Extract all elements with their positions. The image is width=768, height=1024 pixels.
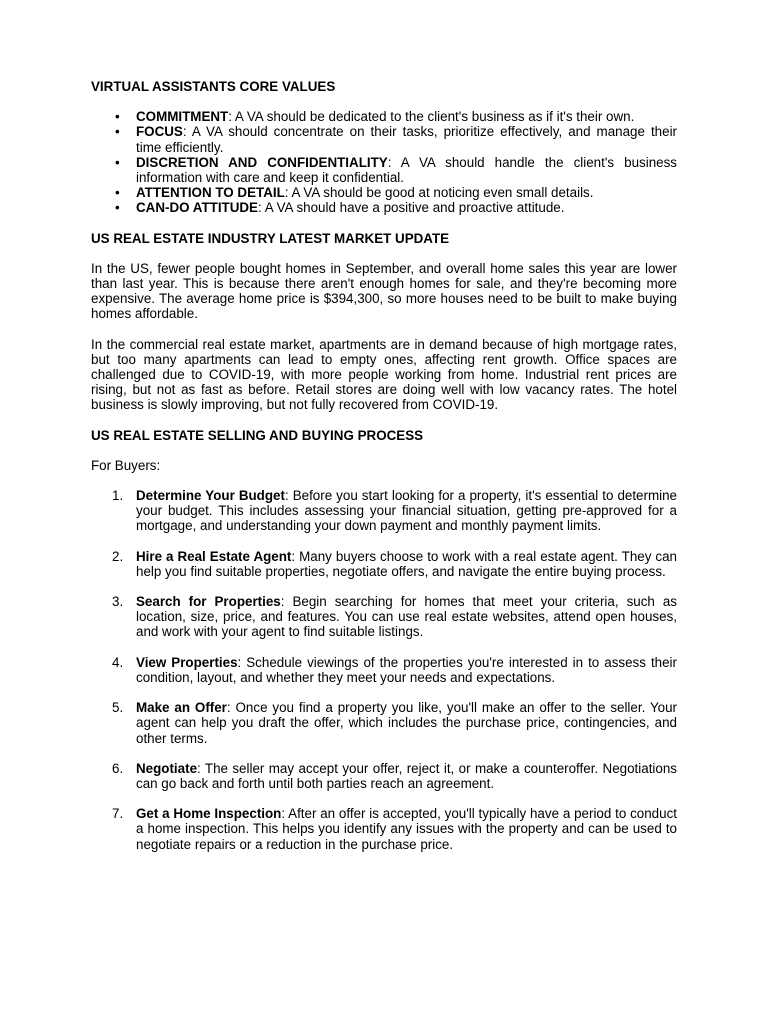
step-term: Get a Home Inspection xyxy=(136,806,282,822)
step-term: Search for Properties xyxy=(136,594,281,610)
item-term: ATTENTION TO DETAIL xyxy=(136,185,285,201)
item-term: FOCUS xyxy=(136,124,183,140)
item-text: : A VA should handle the client's business information with care and keep it confidential. xyxy=(136,154,677,186)
item-term: CAN-DO ATTITUDE xyxy=(136,200,258,216)
list-item xyxy=(112,594,677,640)
step-term: Determine Your Budget xyxy=(136,488,285,504)
list-item xyxy=(136,200,677,215)
step-number: 4. xyxy=(112,654,124,670)
step-number: 7. xyxy=(112,806,124,822)
list-item xyxy=(112,654,677,685)
list-item xyxy=(112,548,677,579)
step-text: : The seller may accept your offer, reject it, or make a counteroffer. Negotiations can go back and forth until both parties reach an agreement. xyxy=(136,760,677,791)
step-text: : Begin searching for homes that meet your criteria, such as location, size, price, and features. You can use real estate websites, attend open houses, and work with your agent to find suitable listings. xyxy=(136,594,677,640)
market-update-paragraph-2: In the commercial real estate market, apartments are in demand because of high mortgage rates, but too many apartments can lead to empty ones, affecting rent growth. Office spaces are challenged due to COVID-19, with more people working from home. Industrial rent prices are rising, but not as fast as before. Retail stores are doing well with low vacancy rates. The hotel business is slowly improving, but not fully recovered from COVID-19. xyxy=(91,336,677,413)
list-item xyxy=(136,155,677,185)
list-item xyxy=(136,185,677,200)
step-term: Make an Offer xyxy=(136,700,227,716)
buyer-steps-list xyxy=(91,488,677,852)
list-item xyxy=(112,488,677,534)
list-item xyxy=(112,806,677,852)
market-update-paragraph-1: In the US, fewer people bought homes in September, and overall home sales this year are lower than last year. This is because there aren't enough homes for sale, and they're becoming more expensive. The average home price is $394,300, so more houses need to be built to make buying homes affordable. xyxy=(91,260,677,322)
item-text: : A VA should be dedicated to the client's business as if it's their own. xyxy=(228,109,635,125)
process-heading: US REAL ESTATE SELLING AND BUYING PROCESS xyxy=(91,427,424,443)
item-term: DISCRETION AND CONFIDENTIALITY xyxy=(136,154,388,170)
for-buyers-label: For Buyers: xyxy=(91,457,161,473)
core-values-list xyxy=(91,109,677,215)
list-item xyxy=(136,109,677,124)
step-number: 5. xyxy=(112,700,124,716)
step-term: Negotiate xyxy=(136,760,198,776)
step-number: 3. xyxy=(112,594,124,610)
step-term: Hire a Real Estate Agent xyxy=(136,548,292,564)
list-item xyxy=(136,124,677,154)
core-values-heading: VIRTUAL ASSISTANTS CORE VALUES xyxy=(91,79,336,94)
step-number: 2. xyxy=(112,548,124,564)
step-text: : Before you start looking for a property, it's essential to determine your budget. This includes assessing your financial situation, getting pre-approved for a mortgage, and understanding your down payment and monthly payment limits. xyxy=(136,488,677,534)
step-text: : Once you find a property you like, you'll make an offer to the seller. Your agent can help you draft the offer, which includes the purchase price, contingencies, and other terms. xyxy=(136,700,678,746)
step-number: 6. xyxy=(112,760,124,776)
item-text: : A VA should be good at noticing even small details. xyxy=(284,185,594,201)
step-text: : After an offer is accepted, you'll typically have a period to conduct a home inspection. This helps you identify any issues with the property and can be used to negotiate repairs or a reduction in the purchase price. xyxy=(136,806,677,852)
item-text: : A VA should concentrate on their tasks, prioritize effectively, and manage their time efficiently. xyxy=(136,124,677,155)
list-item xyxy=(112,700,678,746)
step-text: : Schedule viewings of the properties you're interested in to assess their condition, layout, and whether they meet your needs and expectations. xyxy=(136,654,677,685)
list-item xyxy=(112,760,677,791)
item-term: COMMITMENT xyxy=(136,109,229,125)
step-text: : Many buyers choose to work with a real estate agent. They can help you find suitable properties, negotiate offers, and navigate the entire buying process. xyxy=(136,548,677,579)
market-update-heading: US REAL ESTATE INDUSTRY LATEST MARKET UPDATE xyxy=(91,230,450,246)
step-number: 1. xyxy=(112,488,124,504)
step-term: View Properties xyxy=(136,654,238,670)
item-text: : A VA should have a positive and proactive attitude. xyxy=(258,200,565,216)
